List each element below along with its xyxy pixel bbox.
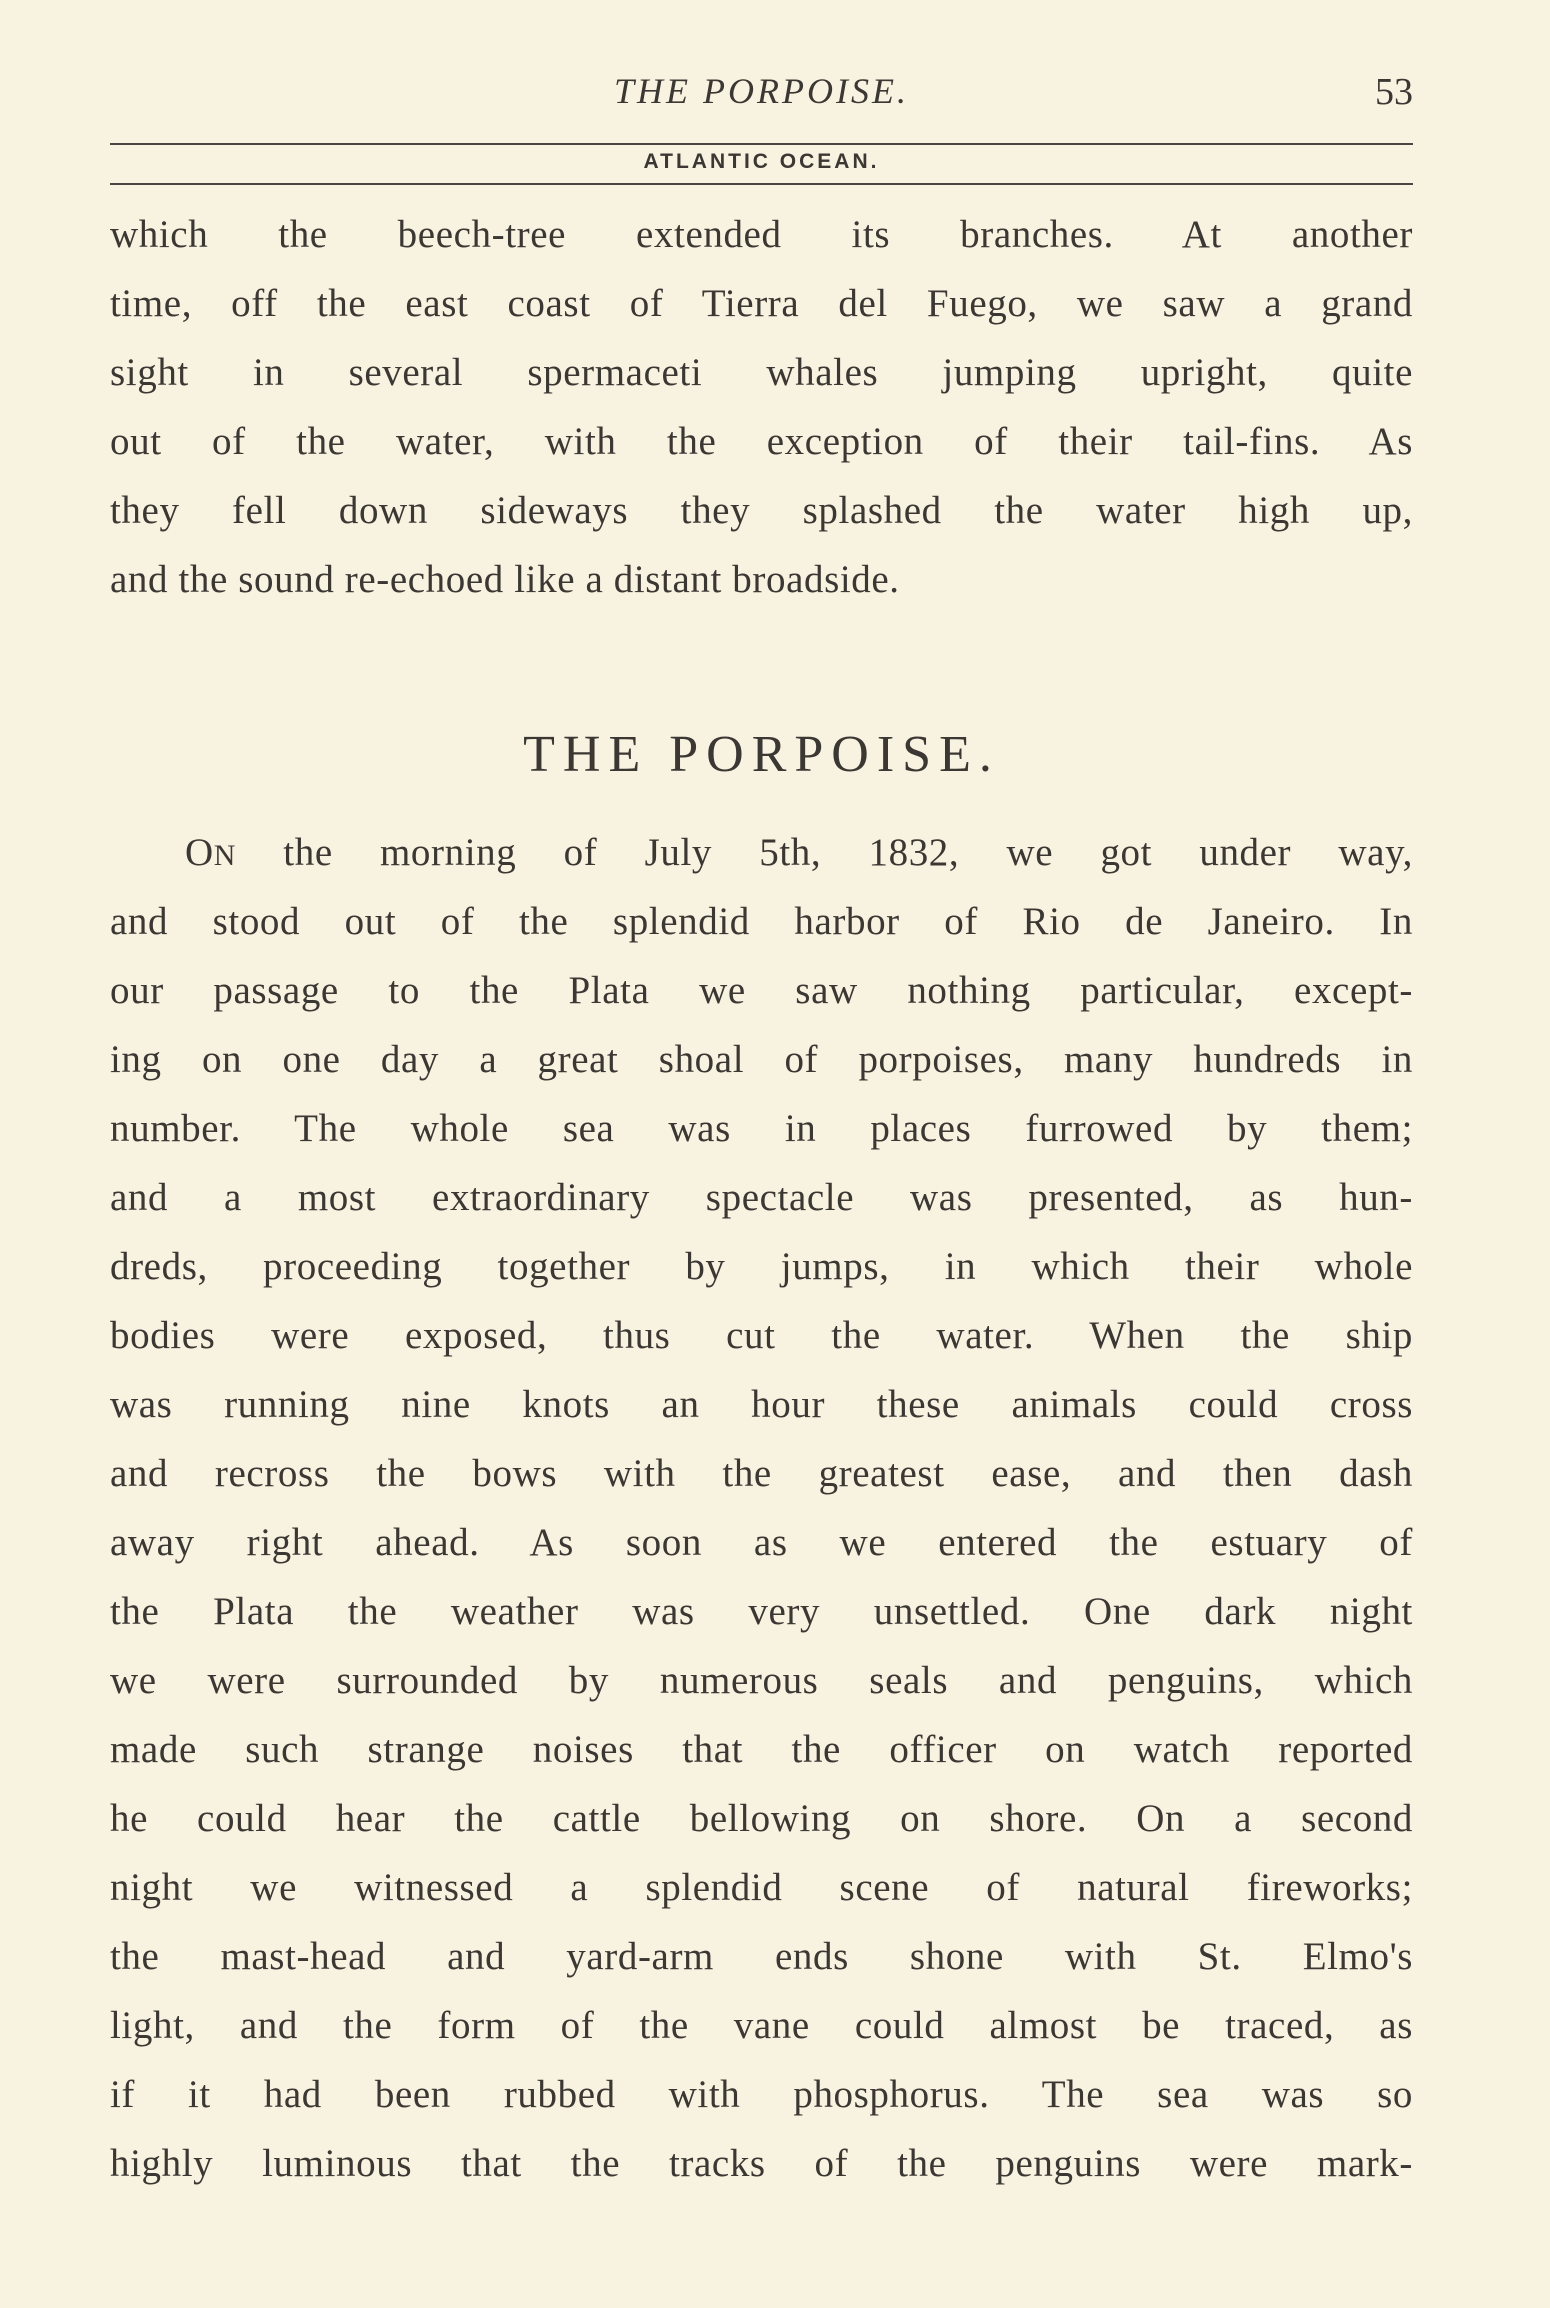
running-head [110, 70, 1413, 120]
text-line: and the sound re-echoed like a distant broadside. [110, 558, 900, 601]
text-line: number. The whole sea was in places furrowed by them; [110, 1107, 1413, 1150]
text-line: and stood out of the splendid harbor of Rio de Janeiro. In [110, 900, 1413, 943]
text-line: we were surrounded by numerous seals and penguins, which [110, 1659, 1413, 1702]
text-line: ing on one day a great shoal of porpoises, many hundreds in [110, 1038, 1413, 1081]
text-line: which the beech-tree extended its branches. At another [110, 213, 1413, 256]
page-number: 53 [1375, 71, 1413, 113]
text-line: bodies were exposed, thus cut the water. When the ship [110, 1314, 1413, 1357]
drop-initial: O [185, 831, 214, 874]
text-line: night we witnessed a splendid scene of natural fireworks; [110, 1866, 1413, 1909]
text-line: the Plata the weather was very unsettled. One dark night [110, 1590, 1413, 1633]
text-line: was running nine knots an hour these animals could cross [110, 1383, 1413, 1426]
text-line: if it had been rubbed with phosphorus. The sea was so [110, 2073, 1413, 2116]
section-paragraph [110, 818, 1413, 2198]
text-line: light, and the form of the vane could almost be traced, as [110, 2004, 1413, 2047]
text-line-first [110, 818, 1413, 887]
text-line: he could hear the cattle bellowing on shore. On a second [110, 1797, 1413, 1840]
running-head-title: THE PORPOISE. [614, 71, 909, 111]
text-line: they fell down sideways they splashed the water high up, [110, 489, 1413, 532]
section-subhead: ATLANTIC OCEAN. [643, 150, 880, 173]
text-line: and a most extraordinary spectacle was presented, as hun- [110, 1176, 1413, 1219]
text-line: highly luminous that the tracks of the penguins were mark- [110, 2142, 1413, 2185]
text-line: dreds, proceeding together by jumps, in which their whole [110, 1245, 1413, 1288]
text-line: made such strange noises that the officer on watch reported [110, 1728, 1413, 1771]
continued-paragraph [110, 200, 1413, 614]
text-line: away right ahead. As soon as we entered the estuary of [110, 1521, 1413, 1564]
first-line-text: the morning of July 5th, 1832, we got under way, [236, 831, 1413, 874]
text-line: our passage to the Plata we saw nothing particular, except- [110, 969, 1413, 1012]
text-line: sight in several spermaceti whales jumping upright, quite [110, 351, 1413, 394]
header-rule-bottom [110, 183, 1413, 185]
section-title: THE PORPOISE. [523, 726, 1000, 783]
header-rule-top [110, 143, 1413, 145]
small-caps: N [213, 839, 237, 872]
text-line: time, off the east coast of Tierra del Fuego, we saw a grand [110, 282, 1413, 325]
text-line: and recross the bows with the greatest ease, and then dash [110, 1452, 1413, 1495]
text-line: out of the water, with the exception of their tail-fins. As [110, 420, 1413, 463]
text-line: the mast-head and yard-arm ends shone with St. Elmo's [110, 1935, 1413, 1978]
